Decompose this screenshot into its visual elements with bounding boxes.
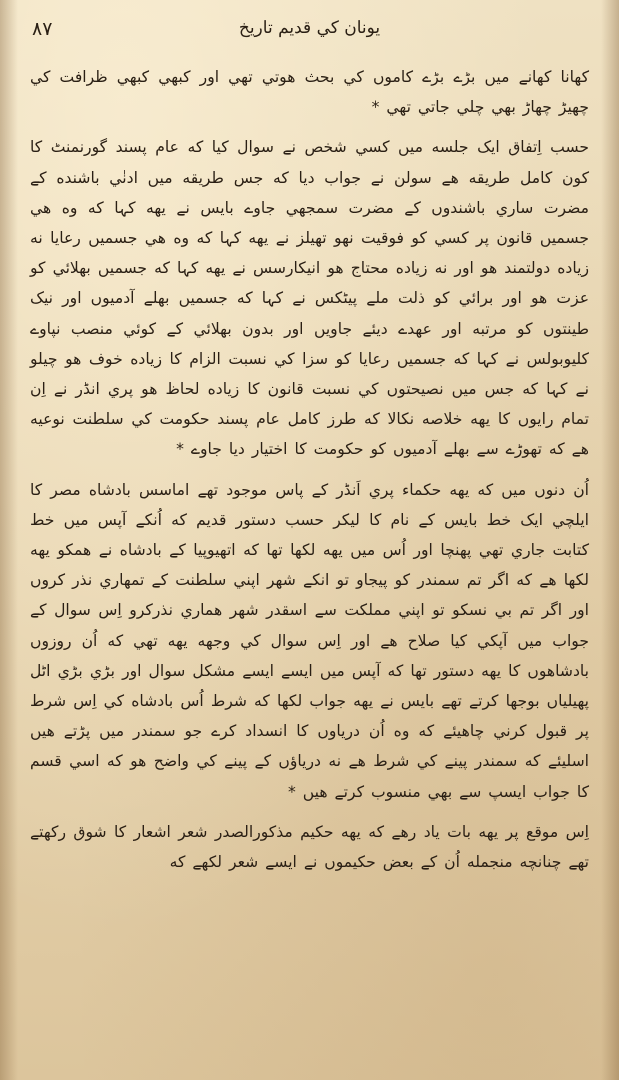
paragraph-4: اِس موقع پر یهه بات یاد رهے که یهه حکیم مذکورالصدر شعر اشعار کا شوق رکهتے تهے چنانچه منجمله اُن کے بعض حکیموں نے ایسے شعر لکهے که [30, 822, 589, 872]
paragraph-spacer [30, 122, 589, 132]
paragraph-3: اُن دنوں میں که یهه حکماء پري اَنڈر کے پاس موجود تهے اماسس بادشاه مصر کا ایلچي ایک خط بایس کے نام کا لیکر حسب دستور قدیم که اُنکے آپس میں خط کتابت جاري تهي پهنچا اور اُس میں یهه لکها تها که اتهیوپیا کے بادشاه نے همکو یهه لکها هے که اگر تم سمندر کو پیجاو تو انکے شهر اپني سلطنت کے تمهاري نذر کروں اور اگر تم بي نسکو تو اپني مملکت سے اسقدر شهر هماري نذرکرو اِس سوال کے جواب میں آپکي کیا صلاح هے اور اِس سوال کي وجهه یهه تهي که اُن روزوں بادشاهوں کا یهه دستور تها که آپس میں ایسے ایسے مشکل سوال اور بڑي بڑي اٹل پهیلیاں بوجها کرتے تهے بایس نے یهه جواب لکها که شرط اُس بادشاه کي اِس شرط پر قبول کرني چاهیئے که وه اُن دریاوں کا انسداد کرے جو سمندر میں پڑتے هیں اسلیئے که سمندر پینے کي شرط هے نه دریاؤں کے پینے کي واضح هو که اسي قسم کا جواب ایسپ سے بهي منسوب کرتے هیں * [30, 480, 589, 801]
left-page-edge-shadow [0, 0, 18, 1080]
page-header [30, 18, 589, 52]
paragraph-1: کهانا کهانے میں بڑے بڑے کاموں کي بحث هوتي تهي اور کبهي کبهي ظرافت کي چهیڑ چهاڑ بهي چلي جاتي تهي * [30, 68, 589, 117]
paragraph-spacer [30, 465, 589, 475]
paragraph-spacer [30, 807, 589, 817]
body-text [30, 62, 589, 877]
page-number: ۸۷ [32, 18, 53, 40]
right-page-edge-shadow [601, 0, 619, 1080]
paragraph-2: حسب اِتفاق ایک جلسه میں کسي شخص نے سوال کیا که عام پسند گورنمنٹ کا کون کامل طریقه هے سولن نے جواب دیا که جس طریقه میں ادنٰي باشنده کے مضرت ساري باشندوں کے مضرت سمجهي جاوے بایس نے یهه کہا که وه هي جسمیں قانون پر کسي کو فوقیت نهو تهیلز نے یهه کہا که وه هي جسمیں رعایا نه زیاده دولتمند هو اور نه زیاده محتاج هو انیکارسس نے یهه کہا که جسمیں بهلائي کو عزت هو اور برائي کو ذلت ملے پیٹکس نے کہا که جسمیں بهلے آدمیوں اور نیک طینتوں کو مرتبه اور عهدے دیئے جاویں اور بدون بهلائي کے کوئي منصب نپاوے کلیوبولس نے کہا که جسمیں رعایا کو سزا کي نسبت الزام کا زیاده خوف هو چیلو نے کہا که جس میں نصیحتوں کي نسبت قانون کا زیاده لحاظ هو پري انڈر نے اِن تمام رایوں کا یهه خلاصه نکالا که طرز کامل عام پسند حکومت کي سلطنت نوعیه هے که تهوڑے سے بهلے آدمیوں کو حکومت کا اختیار دیا جاوے * [30, 138, 589, 459]
running-head-title: یونان کي قدیم تاریخ [238, 18, 381, 38]
